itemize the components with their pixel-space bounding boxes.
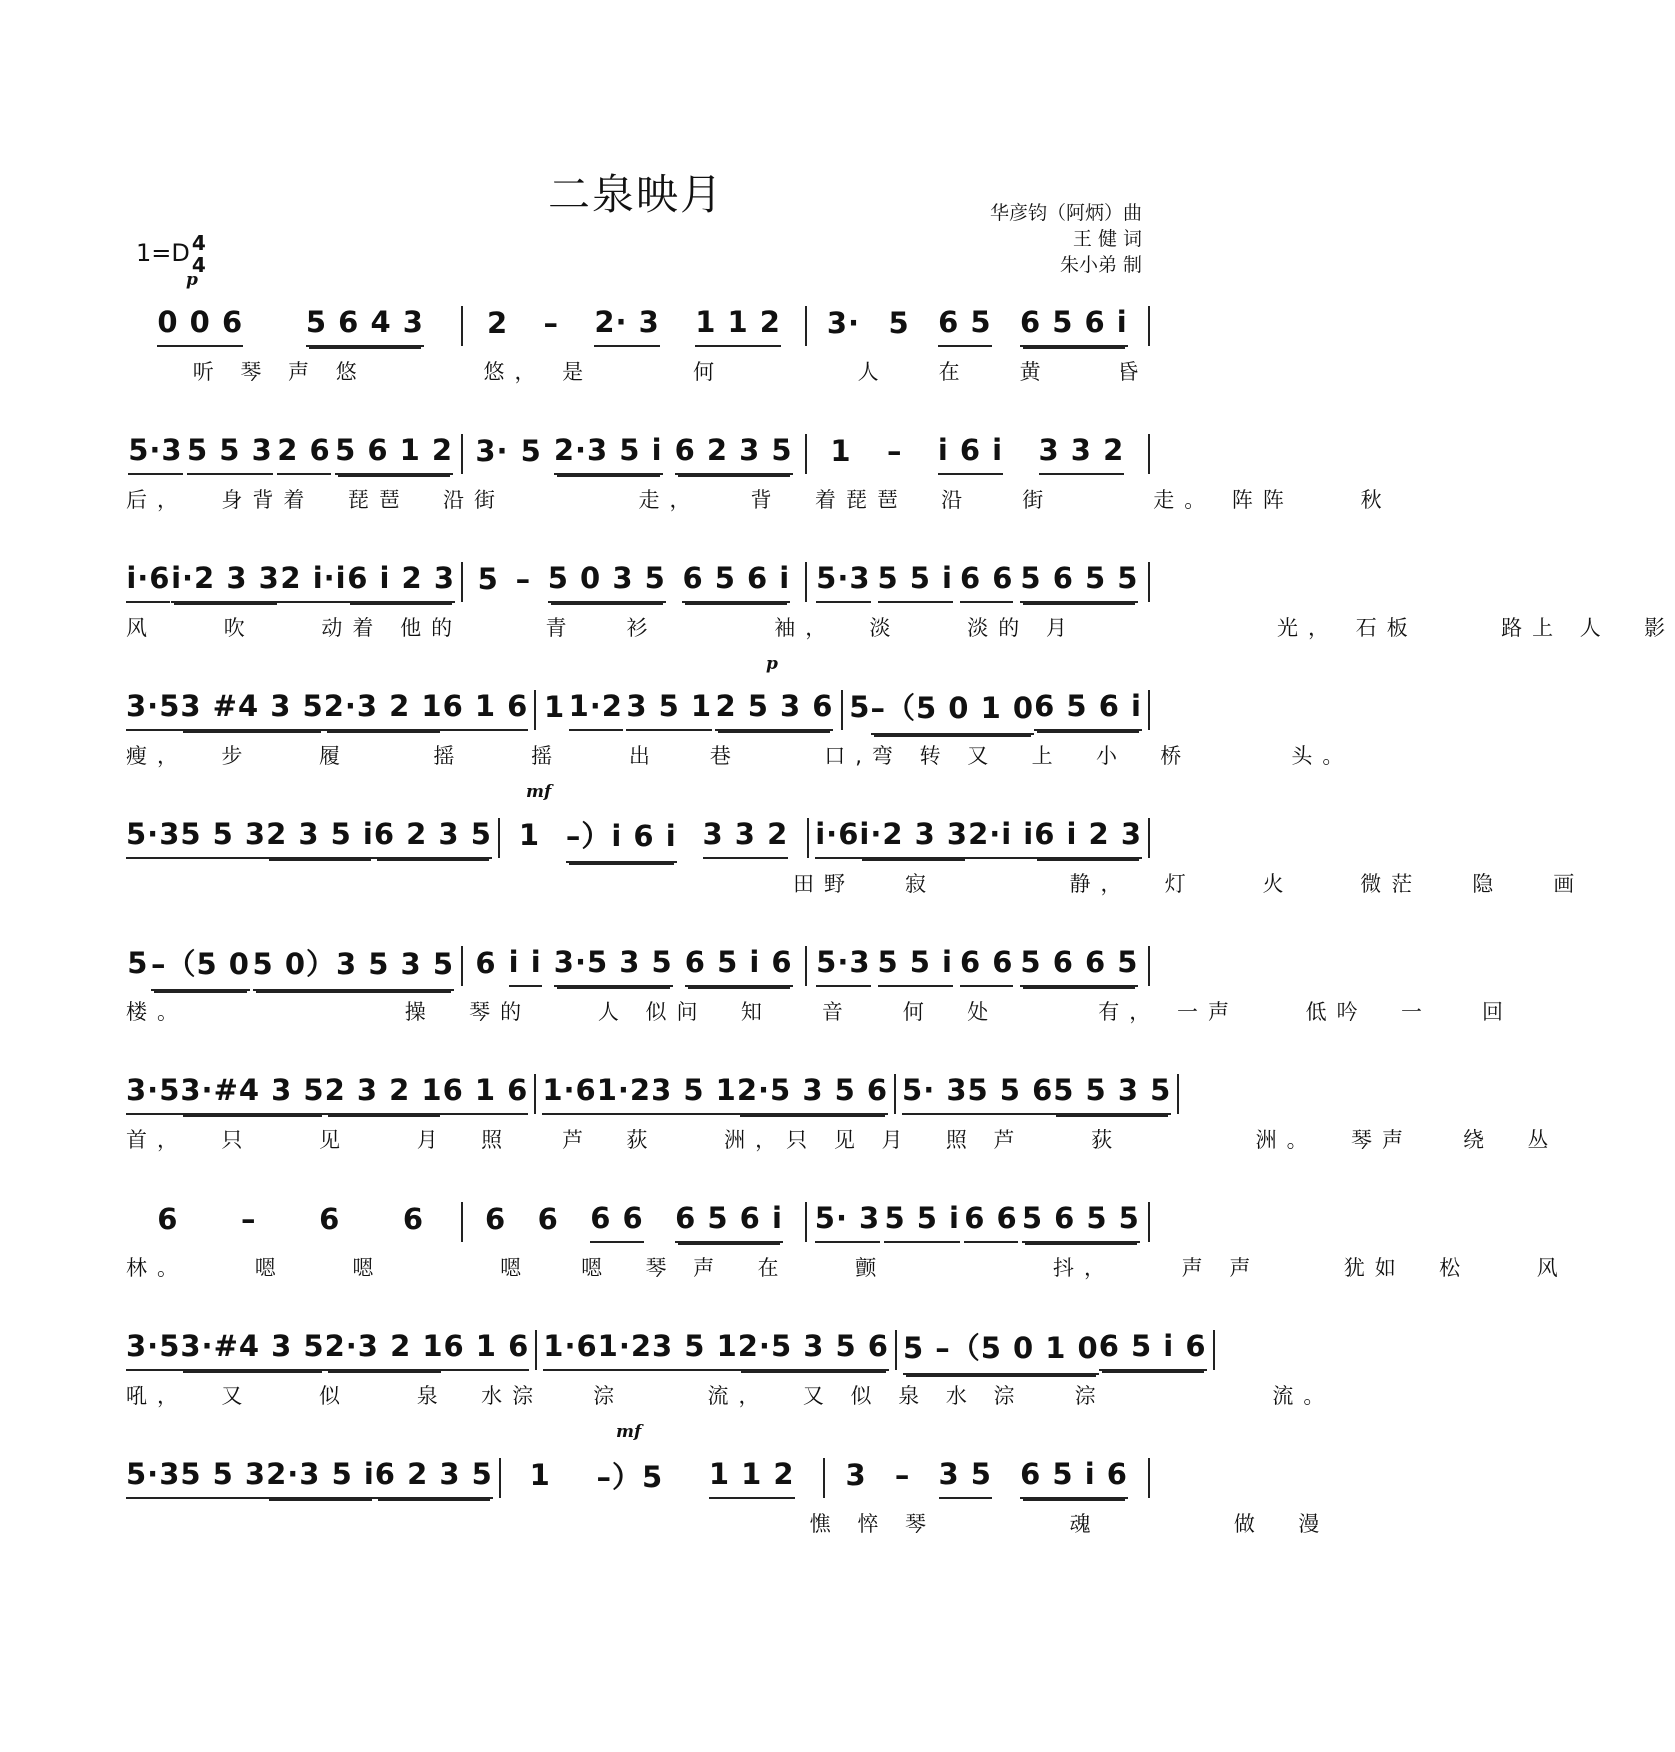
beat-group: i·6 bbox=[126, 561, 170, 603]
lyric-line: 憔 悴 琴 魂 做 漫 bbox=[126, 1512, 1330, 1536]
score-system bbox=[126, 424, 1392, 552]
barline bbox=[534, 1074, 536, 1114]
beat-group: 6 6 bbox=[590, 1201, 643, 1243]
notation-line bbox=[126, 688, 1156, 732]
beat-group: 1·6 bbox=[542, 1073, 596, 1115]
measure bbox=[542, 689, 835, 731]
beat-group: 6 6 bbox=[960, 945, 1013, 987]
lyric-line: 田野 寂 静， 灯 火 微茫 隐 画 bbox=[126, 872, 1585, 896]
measure bbox=[813, 433, 1142, 475]
beat-group: 3·5 bbox=[126, 689, 180, 731]
beat-group: 6 6 bbox=[964, 1201, 1017, 1243]
beat-group: 6 bbox=[537, 1202, 559, 1236]
notation-line bbox=[126, 816, 1156, 860]
barline bbox=[534, 690, 536, 730]
beat-group: 6 i 2 3 bbox=[1034, 817, 1142, 859]
barline bbox=[1213, 1330, 1215, 1370]
beat-group: 1 1 2 bbox=[695, 305, 781, 347]
beat-group: 5 –（5 0 1 0 bbox=[903, 1326, 1099, 1375]
notation-line bbox=[126, 560, 1156, 604]
measure bbox=[542, 1073, 888, 1115]
barline bbox=[535, 1330, 537, 1370]
measure bbox=[126, 305, 455, 347]
measure bbox=[543, 1329, 889, 1371]
barline bbox=[823, 1458, 825, 1498]
measure bbox=[831, 1457, 1142, 1499]
measure bbox=[813, 1201, 1142, 1243]
beat-group: 5 5 i bbox=[878, 561, 954, 603]
measure bbox=[469, 1201, 798, 1243]
beat-group: 3·5 bbox=[126, 1329, 180, 1371]
beat-group: 1·2 bbox=[597, 1073, 651, 1115]
measure bbox=[126, 1457, 493, 1499]
lyric-line: 吼， 又 似 泉 水淙 淙 流， 又 似 泉 水 淙 淙 流。 bbox=[126, 1384, 1335, 1408]
beat-group: i 6 i bbox=[938, 433, 1003, 475]
dynamic-marking: p bbox=[186, 270, 198, 290]
beat-group: 6 bbox=[485, 1202, 507, 1236]
barline bbox=[1148, 1458, 1150, 1498]
beat-group: 1 bbox=[518, 818, 541, 852]
barline bbox=[805, 434, 807, 474]
barline bbox=[1148, 562, 1150, 602]
beat-group: 3 3 2 bbox=[703, 817, 789, 859]
lyric-line: 听 琴 声 悠 悠， 是 何 人 在 黄 昏 bbox=[126, 360, 1149, 384]
lyric-line: 风 吹 动着 他的 青 衫 袖， 淡 淡的 月 光， 石板 路上 人 影 bbox=[126, 616, 1675, 640]
beat-group: – bbox=[241, 1202, 257, 1236]
measure bbox=[813, 305, 1142, 347]
beat-group: 1 bbox=[830, 434, 852, 468]
barline bbox=[805, 1202, 807, 1242]
measure bbox=[813, 945, 1142, 987]
beat-group: 6 1 6 bbox=[444, 1329, 530, 1371]
beat-group: –（5 0 1 0 bbox=[871, 686, 1035, 735]
beat-group: 3·#4 3 5 bbox=[180, 1329, 324, 1371]
beat-group: 5 bbox=[888, 306, 910, 340]
beat-group: 6 i 2 3 bbox=[347, 561, 455, 603]
beat-group: 2 6 bbox=[277, 433, 330, 475]
measure bbox=[126, 1329, 529, 1371]
time-numerator: 4 bbox=[191, 231, 206, 255]
beat-group: 5·3 bbox=[816, 945, 870, 987]
beat-group: 2·3 5 i bbox=[266, 1457, 375, 1499]
beat-group: 6 5 6 i bbox=[1020, 305, 1128, 347]
beat-group: 2·5 3 5 6 bbox=[738, 1329, 889, 1371]
beat-group: 6 5 i 6 bbox=[1099, 1329, 1207, 1371]
measure bbox=[469, 305, 798, 347]
beat-group: 2 5 3 6 bbox=[715, 689, 833, 731]
barline bbox=[895, 1330, 897, 1370]
beat-group: 5 5 i bbox=[884, 1201, 960, 1243]
barline bbox=[461, 946, 463, 986]
beat-group: 6 2 3 5 bbox=[374, 817, 492, 859]
beat-group: 2 i·i bbox=[280, 561, 346, 603]
lyricist-credit: 王 健 词 bbox=[1072, 228, 1142, 250]
beat-group: 5· 3 bbox=[815, 1201, 880, 1243]
beat-group: 5 bbox=[849, 690, 871, 724]
beat-group: 6 2 3 5 bbox=[375, 1457, 493, 1499]
lyric-line: 瘦， 步 履 摇 摇 出 巷 口,弯 转 又 上 小 桥 头。 bbox=[126, 744, 1354, 768]
measure bbox=[813, 561, 1142, 603]
score-system bbox=[126, 552, 1675, 680]
beat-group: 5 5 3 bbox=[187, 433, 273, 475]
measure bbox=[815, 817, 1142, 859]
measure bbox=[126, 561, 455, 603]
measure bbox=[126, 942, 455, 991]
barline bbox=[461, 306, 463, 346]
barline bbox=[1148, 818, 1150, 858]
lyric-line: 首， 只 见 月 照 芦 荻 洲，只 见 月 照 芦 荻 洲。 琴声 绕 丛 bbox=[126, 1128, 1559, 1152]
beat-group: 3· bbox=[826, 306, 861, 340]
barline bbox=[894, 1074, 896, 1114]
score-system bbox=[126, 1422, 1330, 1576]
beat-group: 5 bbox=[477, 562, 499, 596]
beat-group: 3 3 2 bbox=[1039, 433, 1125, 475]
beat-group: 5·3 bbox=[126, 1457, 180, 1499]
notation-line bbox=[126, 1072, 1172, 1116]
barline bbox=[1148, 690, 1150, 730]
maker-credit: 朱小弟 制 bbox=[1059, 254, 1142, 276]
beat-group: 6 bbox=[402, 1202, 425, 1236]
beat-group: 6 5 6 i bbox=[675, 1201, 783, 1243]
dynamic-marking: p bbox=[766, 654, 778, 674]
composer-credit: 华彦钧（阿炳）曲 bbox=[989, 202, 1142, 224]
barline bbox=[805, 562, 807, 602]
beat-group: 3·#4 3 5 bbox=[180, 1073, 324, 1115]
beat-group: i·2 3 3 bbox=[859, 817, 968, 859]
beat-group: 1·6 bbox=[543, 1329, 597, 1371]
beat-group: 6 5 i 6 bbox=[1020, 1457, 1128, 1499]
barline bbox=[1148, 306, 1150, 346]
beat-group: 0 0 6 bbox=[157, 305, 243, 347]
beat-group: 6 bbox=[475, 946, 497, 980]
beat-group: – bbox=[894, 1458, 911, 1492]
barline bbox=[461, 434, 463, 474]
barline bbox=[461, 1202, 463, 1242]
score-system bbox=[126, 782, 1585, 936]
barline bbox=[805, 946, 807, 986]
beat-group: 5·3 bbox=[816, 561, 870, 603]
measure bbox=[849, 686, 1142, 735]
beat-group: 6 2 3 5 bbox=[675, 433, 793, 475]
measure bbox=[469, 433, 798, 475]
barline bbox=[498, 818, 500, 858]
beat-group: 2·3 2 1 bbox=[324, 689, 443, 731]
beat-group: 6 1 6 bbox=[443, 1073, 529, 1115]
notation-line bbox=[126, 944, 1156, 988]
beat-group: 2 3 2 1 bbox=[325, 1073, 443, 1115]
barline bbox=[805, 306, 807, 346]
lyric-line: 林。 嗯 嗯 嗯 嗯 琴 声 在 颤 抖， 声 声 犹如 松 风 bbox=[126, 1256, 1568, 1280]
beat-group: 1 bbox=[529, 1458, 551, 1492]
beat-group: – bbox=[886, 434, 903, 468]
beat-group: –（5 0 bbox=[151, 942, 250, 991]
beat-group: i i bbox=[509, 945, 542, 987]
score-system bbox=[126, 936, 1514, 1064]
barline bbox=[1148, 1202, 1150, 1242]
beat-group: 6 5 6 i bbox=[1034, 689, 1142, 731]
beat-group: 3·5 bbox=[126, 1073, 180, 1115]
beat-group: 5 bbox=[520, 434, 542, 468]
beat-group: –）5 bbox=[596, 1459, 664, 1494]
beat-group: 6 5 i 6 bbox=[685, 945, 793, 987]
beat-group: 5 bbox=[127, 946, 149, 980]
beat-group: 5 5 3 bbox=[180, 817, 266, 859]
beat-group: i·2 3 3 bbox=[171, 561, 280, 603]
beat-group: 2·3 5 i bbox=[554, 433, 663, 475]
notation-line bbox=[126, 1200, 1156, 1244]
measure bbox=[126, 689, 528, 731]
barline bbox=[1148, 434, 1150, 474]
barline bbox=[841, 690, 843, 730]
beat-group: 6 bbox=[319, 1202, 341, 1236]
beat-group: i·6 bbox=[815, 817, 859, 859]
measure bbox=[903, 1326, 1207, 1375]
beat-group: 2·i i bbox=[968, 817, 1034, 859]
beat-group: 5·3 bbox=[126, 817, 180, 859]
measure bbox=[469, 561, 798, 603]
beat-group: 5 6 4 3 bbox=[306, 305, 424, 347]
beat-group: 5· 3 bbox=[902, 1073, 967, 1115]
measure bbox=[469, 945, 798, 987]
beat-group: 6 1 6 bbox=[443, 689, 529, 731]
beat-group: 6 bbox=[157, 1202, 179, 1236]
measure bbox=[507, 1455, 818, 1502]
beat-group: 5 6 1 2 bbox=[335, 433, 453, 475]
notation-line bbox=[126, 432, 1156, 476]
score-system bbox=[126, 1192, 1568, 1320]
measure bbox=[126, 817, 492, 859]
beat-group: 3 5 bbox=[939, 1457, 992, 1499]
beat-group: – bbox=[543, 306, 560, 340]
page-title: 二泉映月 bbox=[547, 170, 724, 219]
lyric-line: 楼。 操 琴的 人 似问 知 音 何 处 有， 一声 低吟 一 回 bbox=[126, 1000, 1514, 1024]
dynamic-marking: mf bbox=[616, 1422, 642, 1442]
beat-group: 5 6 5 5 bbox=[1022, 1201, 1140, 1243]
beat-group: –）i 6 i bbox=[566, 814, 677, 863]
beat-group: 5 6 6 5 bbox=[1020, 945, 1138, 987]
measure bbox=[126, 433, 455, 475]
measure bbox=[902, 1073, 1171, 1115]
barline bbox=[1177, 1074, 1179, 1114]
beat-group: 1 1 2 bbox=[709, 1457, 795, 1499]
beat-group: 3 5 1 bbox=[652, 1329, 738, 1371]
measure bbox=[126, 1073, 528, 1115]
beat-group: 2 bbox=[487, 306, 509, 340]
notation-line bbox=[126, 304, 1156, 348]
beat-group: 6 5 6 i bbox=[682, 561, 790, 603]
beat-group: 1·2 bbox=[569, 689, 623, 731]
beat-group: 5 5 3 5 bbox=[1053, 1073, 1171, 1115]
notation-line bbox=[126, 1328, 1207, 1372]
dynamic-marking: mf bbox=[526, 782, 552, 802]
beat-group: 5 5 3 bbox=[180, 1457, 266, 1499]
score-system bbox=[126, 270, 1156, 424]
credits bbox=[990, 200, 1142, 278]
beat-group: 3 bbox=[845, 1458, 867, 1492]
beat-group: 3 5 1 bbox=[626, 689, 712, 731]
measure bbox=[506, 814, 801, 863]
barline bbox=[499, 1458, 501, 1498]
beat-group: 1 bbox=[544, 690, 566, 724]
time-denominator: 4 bbox=[191, 253, 206, 277]
beat-group: 5 5 6 bbox=[968, 1073, 1054, 1115]
lyric-line: 后， 身背着 琵琶 沿街 走， 背 着琵琶 沿 街 走。 阵阵 秋 bbox=[126, 488, 1392, 512]
beat-group: 2· 3 bbox=[594, 305, 659, 347]
score-system bbox=[126, 654, 1354, 808]
beat-group: 5 0 3 5 bbox=[548, 561, 666, 603]
beat-group: 2·3 2 1 bbox=[325, 1329, 444, 1371]
beat-group: 5 6 5 5 bbox=[1020, 561, 1138, 603]
beat-group: 5·3 bbox=[128, 433, 182, 475]
beat-group: 5 0）3 5 3 5 bbox=[253, 942, 454, 991]
beat-group: 5 5 i bbox=[878, 945, 954, 987]
beat-group: 6 6 bbox=[960, 561, 1013, 603]
beat-group: 2·5 3 5 6 bbox=[737, 1073, 888, 1115]
beat-group: 3 5 1 bbox=[651, 1073, 737, 1115]
key-label: 1=D bbox=[136, 239, 190, 267]
score bbox=[126, 270, 1675, 1576]
barline bbox=[1148, 946, 1150, 986]
beat-group: 3 #4 3 5 bbox=[180, 689, 323, 731]
beat-group: 1·2 bbox=[598, 1329, 652, 1371]
measure bbox=[126, 1202, 455, 1242]
beat-group: 6 5 bbox=[938, 305, 991, 347]
barline bbox=[807, 818, 809, 858]
beat-group: 3· bbox=[475, 434, 509, 468]
beat-group: 2 3 5 i bbox=[266, 817, 374, 859]
score-system bbox=[126, 1064, 1559, 1192]
beat-group: – bbox=[515, 562, 532, 596]
beat-group: 3·5 3 5 bbox=[554, 945, 673, 987]
barline bbox=[461, 562, 463, 602]
notation-line bbox=[126, 1456, 1156, 1500]
